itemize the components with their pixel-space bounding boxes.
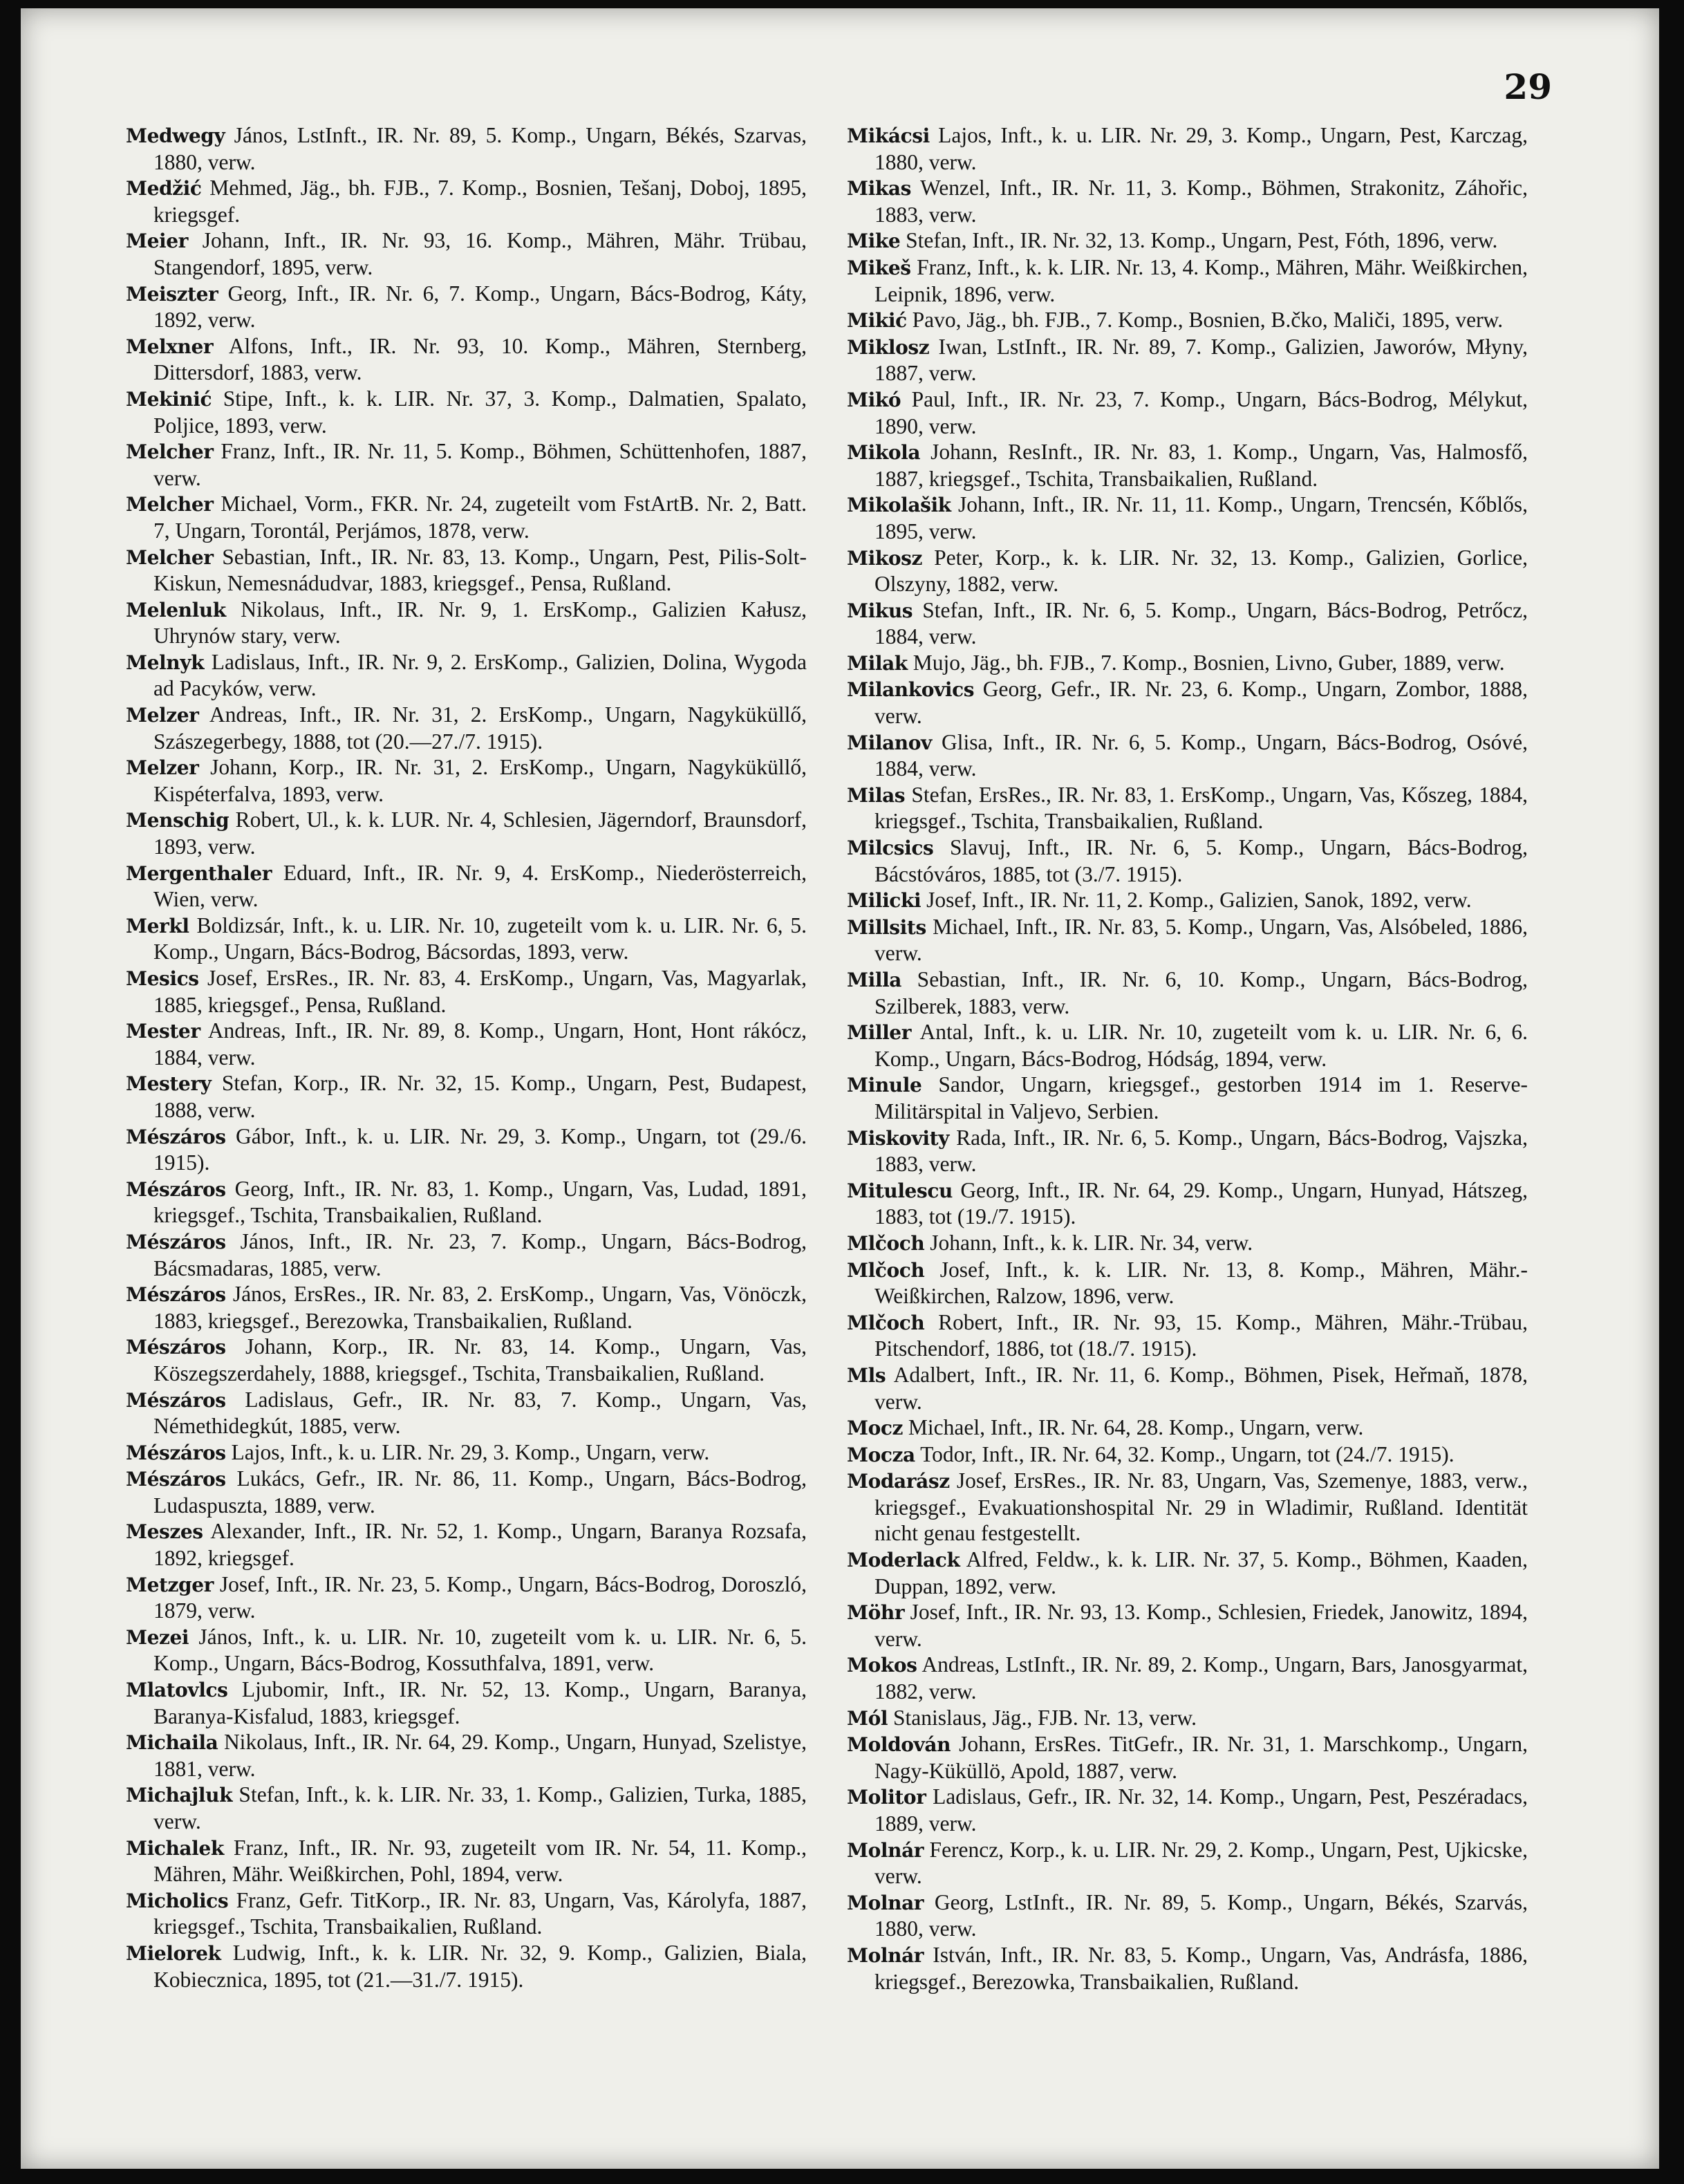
entry-details: Gábor, Inft., k. u. LIR. Nr. 29, 3. Komp., Ungarn, tot (29./6. 1915). bbox=[153, 1123, 807, 1175]
entry-details: Franz, Inft., IR. Nr. 93, zugeteilt vom IR. Nr. 54, 11. Komp., Mähren, Mähr. Weißkirchen, Pohl, 1894, verw. bbox=[153, 1835, 807, 1887]
entry-details: Michael, Vorm., FKR. Nr. 24, zugeteilt vom FstArtB. Nr. 2, Batt. 7, Ungarn, Torontál, Perjámos, 1878, verw. bbox=[153, 492, 807, 543]
entry-details: Stefan, Inft., IR. Nr. 32, 13. Komp., Ungarn, Pest, Fóth, 1896, verw. bbox=[906, 228, 1498, 253]
register-entry bbox=[126, 1334, 807, 1386]
entry-surname: Merkl bbox=[126, 914, 189, 937]
register-entry bbox=[847, 834, 1528, 887]
entry-surname: Mészáros bbox=[126, 1125, 226, 1148]
entry-details: Stefan, Inft., k. k. LIR. Nr. 33, 1. Komp., Galizien, Turka, 1885, verw. bbox=[153, 1782, 807, 1833]
entry-surname: Mészáros bbox=[126, 1230, 226, 1253]
entry-surname: Melnyk bbox=[126, 651, 205, 674]
entry-surname: Mester bbox=[126, 1020, 200, 1043]
register-entry bbox=[126, 175, 807, 227]
entry-details: Georg, LstInft., IR. Nr. 89, 5. Komp., Ungarn, Békés, Szarvás, 1880, verw. bbox=[874, 1889, 1528, 1941]
entry-surname: Mikola bbox=[847, 441, 921, 465]
entry-details: János, LstInft., IR. Nr. 89, 5. Komp., Ungarn, Békés, Szarvas, 1880, verw. bbox=[153, 123, 807, 174]
entry-surname: Meszes bbox=[126, 1520, 203, 1544]
register-entry bbox=[126, 1571, 807, 1624]
entry-surname: Medžić bbox=[126, 177, 202, 200]
register-entry bbox=[847, 386, 1528, 439]
register-entry bbox=[847, 334, 1528, 386]
entry-surname: Molitor bbox=[847, 1786, 926, 1809]
register-entry bbox=[126, 807, 807, 859]
register-entry bbox=[126, 333, 807, 386]
entry-surname: Melenluk bbox=[126, 598, 226, 622]
entry-surname: Moderlack bbox=[847, 1549, 960, 1572]
entry-details: Stefan, ErsRes., IR. Nr. 83, 1. ErsKomp., Ungarn, Vas, Kőszeg, 1884, kriegsgef., Tschita, Transbaikalien, Rußland. bbox=[874, 782, 1528, 834]
entry-surname: Molnár bbox=[847, 1838, 924, 1862]
entry-details: Alfred, Feldw., k. k. LIR. Nr. 37, 5. Komp., Böhmen, Kaaden, Duppan, 1892, verw. bbox=[874, 1547, 1528, 1598]
register-entry bbox=[126, 122, 807, 175]
entry-surname: Mészáros bbox=[126, 1388, 226, 1412]
entry-surname: Mitulescu bbox=[847, 1179, 953, 1202]
register-entry bbox=[126, 1439, 807, 1466]
register-entry bbox=[126, 1518, 807, 1571]
entry-surname: Meiszter bbox=[126, 282, 218, 306]
entry-surname: Mészáros bbox=[126, 1441, 226, 1464]
register-entry bbox=[847, 1362, 1528, 1415]
entry-surname: Mekinić bbox=[126, 387, 212, 411]
entry-details: Franz, Inft., IR. Nr. 11, 5. Komp., Böhmen, Schüttenhofen, 1887, verw. bbox=[153, 439, 807, 490]
entry-details: Michael, Inft., IR. Nr. 64, 28. Komp., Ungarn, verw. bbox=[908, 1415, 1364, 1440]
register-entry bbox=[847, 914, 1528, 967]
entry-details: Franz, Gefr. TitKorp., IR. Nr. 83, Ungarn, Vas, Károlyfa, 1887, kriegsgef., Tschita, Transbaikalien, Rußland. bbox=[153, 1887, 807, 1939]
entry-surname: Meier bbox=[126, 230, 189, 253]
entry-details: Lukács, Gefr., IR. Nr. 86, 11. Komp., Ungarn, Bács-Bodrog, Ludaspuszta, 1889, verw. bbox=[153, 1466, 807, 1518]
entry-details: Sebastian, Inft., IR. Nr. 6, 10. Komp., Ungarn, Bács-Bodrog, Szilberek, 1883, verw. bbox=[874, 967, 1528, 1018]
entry-details: Robert, Inft., IR. Nr. 93, 15. Komp., Mähren, Mähr.-Trübau, Pitschendorf, 1886, tot (18./7. 1915). bbox=[874, 1309, 1528, 1361]
entry-details: Nikolaus, Inft., IR. Nr. 64, 29. Komp., Ungarn, Hunyad, Szelistye, 1881, verw. bbox=[153, 1730, 807, 1781]
entry-details: Pavo, Jäg., bh. FJB., 7. Komp., Bosnien, B.čko, Maliči, 1895, verw. bbox=[912, 308, 1504, 333]
entry-details: Ladislaus, Inft., IR. Nr. 9, 2. ErsKomp., Galizien, Dolina, Wygoda ad Pacyków, verw. bbox=[153, 649, 807, 701]
entry-details: Johann, Korp., IR. Nr. 83, 14. Komp., Ungarn, Vas, Köszegszerdahely, 1888, kriegsgef., Tschita, Transbaikalien, Rußland. bbox=[153, 1334, 807, 1385]
entry-details: Georg, Inft., IR. Nr. 6, 7. Komp., Ungarn, Bács-Bodrog, Káty, 1892, verw. bbox=[153, 281, 807, 333]
entry-details: Wenzel, Inft., IR. Nr. 11, 3. Komp., Böhmen, Strakonitz, Záhořic, 1883, verw. bbox=[874, 176, 1528, 227]
entry-surname: Mesics bbox=[126, 967, 199, 990]
register-entry bbox=[126, 597, 807, 649]
register-entry bbox=[126, 227, 807, 280]
entry-surname: Mocza bbox=[847, 1443, 915, 1466]
register-entry bbox=[847, 676, 1528, 729]
entry-surname: Mielorek bbox=[126, 1941, 221, 1965]
entry-surname: Michalek bbox=[126, 1836, 224, 1860]
entry-details: Josef, Inft., IR. Nr. 11, 2. Komp., Galizien, Sanok, 1892, verw. bbox=[926, 888, 1472, 913]
entry-details: Lajos, Inft., k. u. LIR. Nr. 29, 3. Komp., Ungarn, verw. bbox=[231, 1439, 710, 1464]
entry-surname: Mikus bbox=[847, 599, 913, 622]
register-entry bbox=[847, 729, 1528, 782]
entry-surname: Moldován bbox=[847, 1733, 951, 1757]
register-entry bbox=[126, 1387, 807, 1439]
entry-surname: Mergenthaler bbox=[126, 861, 272, 885]
register-entry bbox=[847, 1125, 1528, 1177]
entry-surname: Mls bbox=[847, 1363, 886, 1387]
register-entry bbox=[847, 1731, 1528, 1784]
entry-details: Johann, Inft., IR. Nr. 11, 11. Komp., Ungarn, Trencsén, Kőblős, 1895, verw. bbox=[874, 492, 1528, 543]
register-entry bbox=[847, 307, 1528, 334]
entry-details: Andreas, Inft., IR. Nr. 89, 8. Komp., Ungarn, Hont, Hont rákócz, 1884, verw. bbox=[153, 1018, 807, 1070]
entry-surname: Michajluk bbox=[126, 1784, 233, 1807]
register-entry bbox=[847, 1784, 1528, 1836]
entry-surname: Milanov bbox=[847, 731, 932, 754]
entry-surname: Medwegy bbox=[126, 124, 225, 147]
register-entry bbox=[847, 1547, 1528, 1599]
register-entry bbox=[847, 122, 1528, 175]
entry-surname: Mlčoch bbox=[847, 1231, 925, 1255]
entry-details: Iwan, LstInft., IR. Nr. 89, 7. Komp., Galizien, Jaworów, Młyny, 1887, verw. bbox=[874, 334, 1528, 386]
entry-surname: Mikić bbox=[847, 309, 907, 333]
register-entry bbox=[847, 1019, 1528, 1072]
entry-surname: Milak bbox=[847, 651, 908, 675]
entry-surname: Mikó bbox=[847, 388, 901, 411]
register-entry bbox=[126, 913, 807, 965]
entry-details: Josef, ErsRes., IR. Nr. 83, 4. ErsKomp., Ungarn, Vas, Magyarlak, 1885, kriegsgef., Pensa, Rußland. bbox=[153, 966, 807, 1017]
register-entry bbox=[126, 1018, 807, 1070]
register-entry bbox=[126, 1835, 807, 1887]
register-entry bbox=[847, 1072, 1528, 1124]
register-entry bbox=[847, 1652, 1528, 1704]
register-entry bbox=[847, 1889, 1528, 1942]
entry-surname: Mike bbox=[847, 230, 901, 253]
entry-details: Sebastian, Inft., IR. Nr. 83, 13. Komp., Ungarn, Pest, Pilis-Solt-Kiskun, Nemesnádudvar, 1883, kriegsgef., Pensa, Rußland. bbox=[153, 544, 807, 596]
entry-details: Ladislaus, Gefr., IR. Nr. 83, 7. Komp., Ungarn, Vas, Némethidegkút, 1885, verw. bbox=[153, 1387, 807, 1439]
entry-surname: Mól bbox=[847, 1706, 888, 1730]
entry-details: Ladislaus, Gefr., IR. Nr. 32, 14. Komp., Ungarn, Pest, Peszéradacs, 1889, verw. bbox=[874, 1784, 1528, 1836]
register-entry bbox=[126, 491, 807, 543]
entry-details: Alexander, Inft., IR. Nr. 52, 1. Komp., Ungarn, Baranya Rozsafa, 1892, kriegsgef. bbox=[153, 1519, 807, 1571]
register-entry bbox=[847, 887, 1528, 914]
entry-details: Nikolaus, Inft., IR. Nr. 9, 1. ErsKomp., Galizien Kałusz, Uhrynów stary, verw. bbox=[153, 597, 807, 648]
entry-surname: Miklosz bbox=[847, 335, 930, 359]
register-entry bbox=[126, 1940, 807, 1992]
entry-surname: Miskovity bbox=[847, 1126, 949, 1150]
entry-details: Alfons, Inft., IR. Nr. 93, 10. Komp., Mähren, Sternberg, Dittersdorf, 1883, verw. bbox=[153, 333, 807, 385]
entry-surname: Mikas bbox=[847, 177, 911, 200]
register-entry bbox=[126, 1070, 807, 1123]
register-entry bbox=[847, 1942, 1528, 1995]
entry-details: Josef, Inft., IR. Nr. 23, 5. Komp., Ungarn, Bács-Bodrog, Doroszló, 1879, verw. bbox=[153, 1571, 807, 1623]
entry-surname: Metzger bbox=[126, 1573, 214, 1596]
left-column bbox=[126, 122, 807, 1992]
entry-surname: Melxner bbox=[126, 335, 214, 358]
entry-surname: Melcher bbox=[126, 493, 214, 516]
register-entry bbox=[126, 1677, 807, 1729]
entry-surname: Mikolašik bbox=[847, 494, 951, 517]
register-entry bbox=[126, 281, 807, 333]
entry-surname: Melzer bbox=[126, 704, 199, 727]
register-entry bbox=[847, 650, 1528, 677]
entry-details: Stefan, Inft., IR. Nr. 6, 5. Komp., Ungarn, Bács-Bodrog, Petrőcz, 1884, verw. bbox=[874, 597, 1528, 649]
entry-surname: Molnár bbox=[847, 1943, 924, 1967]
entry-surname: Menschig bbox=[126, 809, 230, 832]
register-entry bbox=[847, 782, 1528, 834]
entry-details: Stanislaus, Jäg., FJB. Nr. 13, verw. bbox=[892, 1705, 1197, 1730]
register-entry bbox=[126, 1229, 807, 1281]
entry-surname: Melcher bbox=[126, 545, 214, 569]
register-entry bbox=[126, 754, 807, 807]
entry-details: Antal, Inft., k. u. LIR. Nr. 10, zugeteilt vom k. u. LIR. Nr. 6, 6. Komp., Ungarn, Bács-Bodrog, Hódság, 1894, verw. bbox=[874, 1020, 1528, 1071]
entry-details: Georg, Gefr., IR. Nr. 23, 6. Komp., Ungarn, Zombor, 1888, verw. bbox=[874, 677, 1528, 729]
entry-surname: Milla bbox=[847, 969, 902, 991]
register-entry bbox=[126, 386, 807, 438]
entry-details: Mujo, Jäg., bh. FJB., 7. Komp., Bosnien, Livno, Guber, 1889, verw. bbox=[913, 650, 1505, 675]
register-entry bbox=[126, 649, 807, 702]
entry-details: Johann, Korp., IR. Nr. 31, 2. ErsKomp., Ungarn, Nagyküküllő, Kispéterfalva, 1893, verw. bbox=[153, 755, 807, 806]
register-entry bbox=[847, 1309, 1528, 1362]
entry-details: Lajos, Inft., k. u. LIR. Nr. 29, 3. Komp., Ungarn, Pest, Karczag, 1880, verw. bbox=[874, 123, 1528, 174]
register-entry bbox=[847, 254, 1528, 307]
entry-details: János, Inft., k. u. LIR. Nr. 10, zugeteilt vom k. u. LIR. Nr. 6, 5. Komp., Ungarn, Bács-Bodrog, Kossuthfalva, 1891, verw. bbox=[153, 1624, 807, 1676]
entry-surname: Mészáros bbox=[126, 1177, 226, 1201]
entry-details: Paul, Inft., IR. Nr. 23, 7. Komp., Ungarn, Bács-Bodrog, Mélykut, 1890, verw. bbox=[874, 386, 1528, 438]
entry-details: István, Inft., IR. Nr. 83, 5. Komp., Ungarn, Vas, Andrásfa, 1886, kriegsgef., Berezowka, Transbaikalien, Rußland. bbox=[874, 1942, 1528, 1994]
register-entry bbox=[847, 1415, 1528, 1441]
entry-surname: Michaila bbox=[126, 1731, 218, 1755]
entry-details: Josef, Inft., k. k. LIR. Nr. 13, 8. Komp., Mähren, Mähr.-Weißkirchen, Ralzow, 1896, verw. bbox=[874, 1257, 1528, 1309]
entry-details: Stefan, Korp., IR. Nr. 32, 15. Komp., Ungarn, Pest, Budapest, 1888, verw. bbox=[153, 1071, 807, 1122]
entry-surname: Micholics bbox=[126, 1889, 229, 1912]
register-entry bbox=[847, 1837, 1528, 1889]
register-entry bbox=[847, 1230, 1528, 1257]
entry-surname: Mlčoch bbox=[847, 1311, 925, 1334]
entry-surname: Melcher bbox=[126, 440, 214, 464]
entry-details: Glisa, Inft., IR. Nr. 6, 5. Komp., Ungarn, Bács-Bodrog, Osóvé, 1884, verw. bbox=[874, 729, 1528, 781]
page-number: 29 bbox=[1504, 66, 1552, 107]
entry-surname: Mészáros bbox=[126, 1468, 226, 1491]
register-entry bbox=[126, 860, 807, 913]
entry-details: Boldizsár, Inft., k. u. LIR. Nr. 10, zugeteilt vom k. u. LIR. Nr. 6, 5. Komp., Ungarn, Bács-Bodrog, Bácsordas, 1893, verw. bbox=[153, 913, 807, 964]
entry-details: Ljubomir, Inft., IR. Nr. 52, 13. Komp., Ungarn, Baranya, Baranya-Kisfalud, 1883, kriegsgef. bbox=[153, 1677, 807, 1728]
entry-details: Ferencz, Korp., k. u. LIR. Nr. 29, 2. Komp., Ungarn, Pest, Ujkicske, verw. bbox=[874, 1837, 1528, 1889]
entry-details: Johann, Inft., k. k. LIR. Nr. 34, verw. bbox=[930, 1230, 1253, 1255]
entry-details: Franz, Inft., k. k. LIR. Nr. 13, 4. Komp., Mähren, Mähr. Weißkirchen, Leipnik, 1896, verw. bbox=[874, 254, 1528, 306]
register-entry bbox=[126, 702, 807, 754]
entry-details: Todor, Inft., IR. Nr. 64, 32. Komp., Ungarn, tot (24./7. 1915). bbox=[920, 1441, 1454, 1466]
register-entry bbox=[126, 965, 807, 1018]
entry-surname: Modarász bbox=[847, 1470, 950, 1493]
entry-details: Rada, Inft., IR. Nr. 6, 5. Komp., Ungarn, Bács-Bodrog, Vajszka, 1883, verw. bbox=[874, 1125, 1528, 1177]
register-entry bbox=[126, 1466, 807, 1518]
entry-surname: Mokos bbox=[847, 1654, 917, 1677]
entry-details: Eduard, Inft., IR. Nr. 9, 4. ErsKomp., Niederösterreich, Wien, verw. bbox=[153, 860, 807, 912]
entry-details: Georg, Inft., IR. Nr. 64, 29. Komp., Ungarn, Hunyad, Hátszeg, 1883, tot (19./7. 1915). bbox=[874, 1177, 1528, 1229]
entry-surname: Mezei bbox=[126, 1625, 189, 1649]
right-column bbox=[847, 122, 1528, 1995]
register-entry bbox=[126, 438, 807, 491]
entry-surname: Minule bbox=[847, 1074, 922, 1097]
entry-surname: Mlčoch bbox=[847, 1258, 925, 1282]
entry-surname: Milcsics bbox=[847, 837, 934, 860]
entry-surname: Mikácsi bbox=[847, 124, 930, 147]
register-entry bbox=[126, 1176, 807, 1229]
entry-details: Josef, Inft., IR. Nr. 93, 13. Komp., Schlesien, Friedek, Janowitz, 1894, verw. bbox=[874, 1600, 1528, 1651]
entry-surname: Mikosz bbox=[847, 546, 922, 570]
register-entry bbox=[847, 227, 1528, 254]
entry-details: Adalbert, Inft., IR. Nr. 11, 6. Komp., Böhmen, Pisek, Heřmaň, 1878, verw. bbox=[874, 1362, 1528, 1414]
register-entry bbox=[126, 1887, 807, 1940]
entry-surname: Melzer bbox=[126, 756, 199, 780]
register-entry bbox=[847, 1441, 1528, 1468]
entry-details: János, Inft., IR. Nr. 23, 7. Komp., Ungarn, Bács-Bodrog, Bácsmadaras, 1885, verw. bbox=[153, 1229, 807, 1280]
entry-surname: Millsits bbox=[847, 915, 926, 939]
entry-details: Ludwig, Inft., k. k. LIR. Nr. 32, 9. Komp., Galizien, Biala, Kobiecznica, 1895, tot (21.—31./7. 1915). bbox=[153, 1940, 807, 1992]
register-entry bbox=[847, 1257, 1528, 1309]
entry-details: Josef, ErsRes., IR. Nr. 83, Ungarn, Vas, Szemenye, 1883, verw., kriegsgef., Evakuationshospital Nr. 29 in Wladimir, Rußland. Identität nicht genau festgestellt. bbox=[874, 1468, 1528, 1546]
register-entry bbox=[847, 492, 1528, 544]
entry-details: Peter, Korp., k. k. LIR. Nr. 32, 13. Komp., Galizien, Gorlice, Olszyny, 1882, verw. bbox=[874, 545, 1528, 597]
register-entry bbox=[847, 1468, 1528, 1547]
scanned-page bbox=[21, 8, 1659, 2169]
entry-surname: Mészáros bbox=[126, 1283, 226, 1307]
entry-details: Mehmed, Jäg., bh. FJB., 7. Komp., Bosnien, Tešanj, Doboj, 1895, kriegsgef. bbox=[153, 176, 807, 227]
entry-surname: Miller bbox=[847, 1021, 912, 1045]
entry-surname: Mocz bbox=[847, 1417, 904, 1440]
register-entry bbox=[126, 1729, 807, 1782]
entry-details: Andreas, Inft., IR. Nr. 31, 2. ErsKomp., Ungarn, Nagyküküllő, Szászegerbegy, 1888, tot (20.—27./7. 1915). bbox=[153, 702, 807, 754]
entry-surname: Mikeš bbox=[847, 256, 911, 279]
entry-surname: Mlatovlcs bbox=[126, 1679, 228, 1702]
entry-surname: Milicki bbox=[847, 889, 921, 913]
register-entry bbox=[847, 1177, 1528, 1230]
register-entry bbox=[126, 544, 807, 597]
register-entry bbox=[126, 1624, 807, 1677]
register-entry bbox=[126, 1782, 807, 1834]
register-entry bbox=[847, 1599, 1528, 1652]
entry-details: János, ErsRes., IR. Nr. 83, 2. ErsKomp., Ungarn, Vas, Vönöczk, 1883, kriegsgef., Berezowka, Transbaikalien, Rußland. bbox=[153, 1282, 807, 1333]
register-entry bbox=[847, 175, 1528, 227]
entry-surname: Möhr bbox=[847, 1601, 905, 1625]
entry-details: Johann, ResInft., IR. Nr. 83, 1. Komp., Ungarn, Vas, Halmosfő, 1887, kriegsgef., Tschita, Transbaikalien, Rußland. bbox=[874, 440, 1528, 491]
register-entry bbox=[126, 1281, 807, 1334]
register-entry bbox=[847, 597, 1528, 650]
entry-details: Slavuj, Inft., IR. Nr. 6, 5. Komp., Ungarn, Bács-Bodrog, Bácstóváros, 1885, tot (3./7. 1915). bbox=[874, 835, 1528, 886]
register-entry bbox=[847, 967, 1528, 1019]
entry-details: Stipe, Inft., k. k. LIR. Nr. 37, 3. Komp., Dalmatien, Spalato, Poljice, 1893, verw. bbox=[153, 386, 807, 438]
entry-details: Robert, Ul., k. k. LUR. Nr. 4, Schlesien, Jägerndorf, Braunsdorf, 1893, verw. bbox=[153, 808, 807, 859]
entry-surname: Milas bbox=[847, 783, 906, 807]
entry-surname: Milankovics bbox=[847, 678, 975, 702]
register-entry bbox=[847, 545, 1528, 597]
entry-surname: Molnar bbox=[847, 1891, 924, 1914]
entry-details: Michael, Inft., IR. Nr. 83, 5. Komp., Ungarn, Vas, Alsóbeled, 1886, verw. bbox=[874, 914, 1528, 966]
entry-details: Sandor, Ungarn, kriegsgef., gestorben 1914 im 1. Reserve-Militärspital in Valjevo, Serbien. bbox=[874, 1072, 1528, 1123]
register-entry bbox=[847, 1705, 1528, 1732]
entry-surname: Mészáros bbox=[126, 1336, 226, 1359]
register-entry bbox=[847, 439, 1528, 492]
entry-details: Johann, Inft., IR. Nr. 93, 16. Komp., Mähren, Mähr. Trübau, Stangendorf, 1895, verw. bbox=[153, 228, 807, 279]
entry-details: Johann, ErsRes. TitGefr., IR. Nr. 31, 1. Marschkomp., Ungarn, Nagy-Küküllö, Apold, 1887, verw. bbox=[874, 1732, 1528, 1783]
register-entry bbox=[126, 1123, 807, 1176]
entry-surname: Mestery bbox=[126, 1072, 212, 1096]
entry-details: Georg, Inft., IR. Nr. 83, 1. Komp., Ungarn, Vas, Ludad, 1891, kriegsgef., Tschita, Transbaikalien, Rußland. bbox=[153, 1176, 807, 1228]
entry-details: Andreas, LstInft., IR. Nr. 89, 2. Komp., Ungarn, Bars, Janosgyarmat, 1882, verw. bbox=[874, 1652, 1528, 1704]
